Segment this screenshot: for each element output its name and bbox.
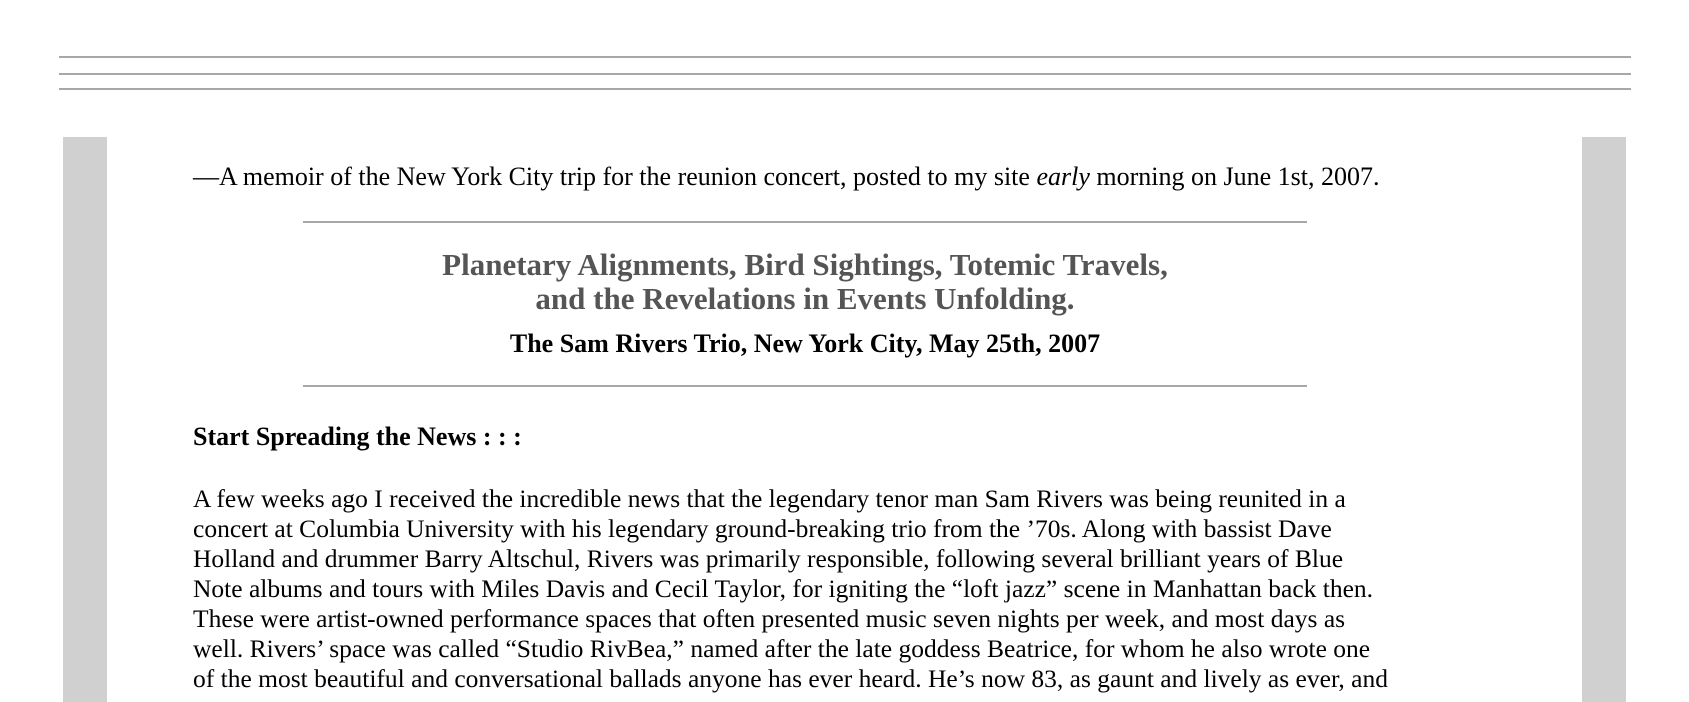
paragraph-line: These were artist-owned performance spaces that often presented music seven nights per week, and most days as (193, 604, 1346, 633)
title-divider-top (303, 221, 1307, 223)
paragraph-line: Holland and drummer Barry Altschul, Rivers was primarily responsible, following several brilliant years of Blue (193, 544, 1344, 573)
intro-line (193, 162, 1379, 192)
header-divider-2 (59, 73, 1631, 75)
title-divider-bottom (303, 385, 1307, 387)
intro-text: —A memoir of the New York City trip for the reunion concert, posted to my site (193, 162, 1037, 191)
intro-emphasis: early (1036, 162, 1090, 191)
header-divider-3 (59, 88, 1631, 90)
paragraph-line: Note albums and tours with Miles Davis and Cecil Taylor, for igniting the “loft jazz” scene in Manhattan back then. (193, 574, 1374, 603)
body-paragraph (193, 484, 1443, 694)
paragraph-line: well. Rivers’ space was called “Studio RivBea,” named after the late goddess Beatrice, for whom he also wrote one (193, 634, 1371, 663)
left-margin-bar (63, 137, 107, 702)
article-subtitle: The Sam Rivers Trio, New York City, May 25th, 2007 (509, 329, 1101, 358)
paragraph-line: concert at Columbia University with his legendary ground-breaking trio from the ’70s. Along with bassist Dave (193, 514, 1332, 543)
paragraph-line: A few weeks ago I received the incredible news that the legendary tenor man Sam Rivers was being reunited in a (193, 484, 1346, 513)
title-line-2: and the Revelations in Events Unfolding. (535, 281, 1075, 316)
intro-text-end: morning on June 1st, 2007. (1089, 162, 1380, 191)
article-title (303, 248, 1307, 316)
header-divider-1 (59, 56, 1631, 58)
title-line-1: Planetary Alignments, Bird Sightings, Totemic Travels, (442, 247, 1168, 282)
paragraph-line: of the most beautiful and conversational ballads anyone has ever heard. He’s now 83, as gaunt and lively as ever, and (193, 664, 1388, 693)
article-content (107, 137, 1582, 702)
right-margin-bar (1582, 137, 1626, 702)
section-heading: Start Spreading the News : : : (193, 422, 522, 451)
